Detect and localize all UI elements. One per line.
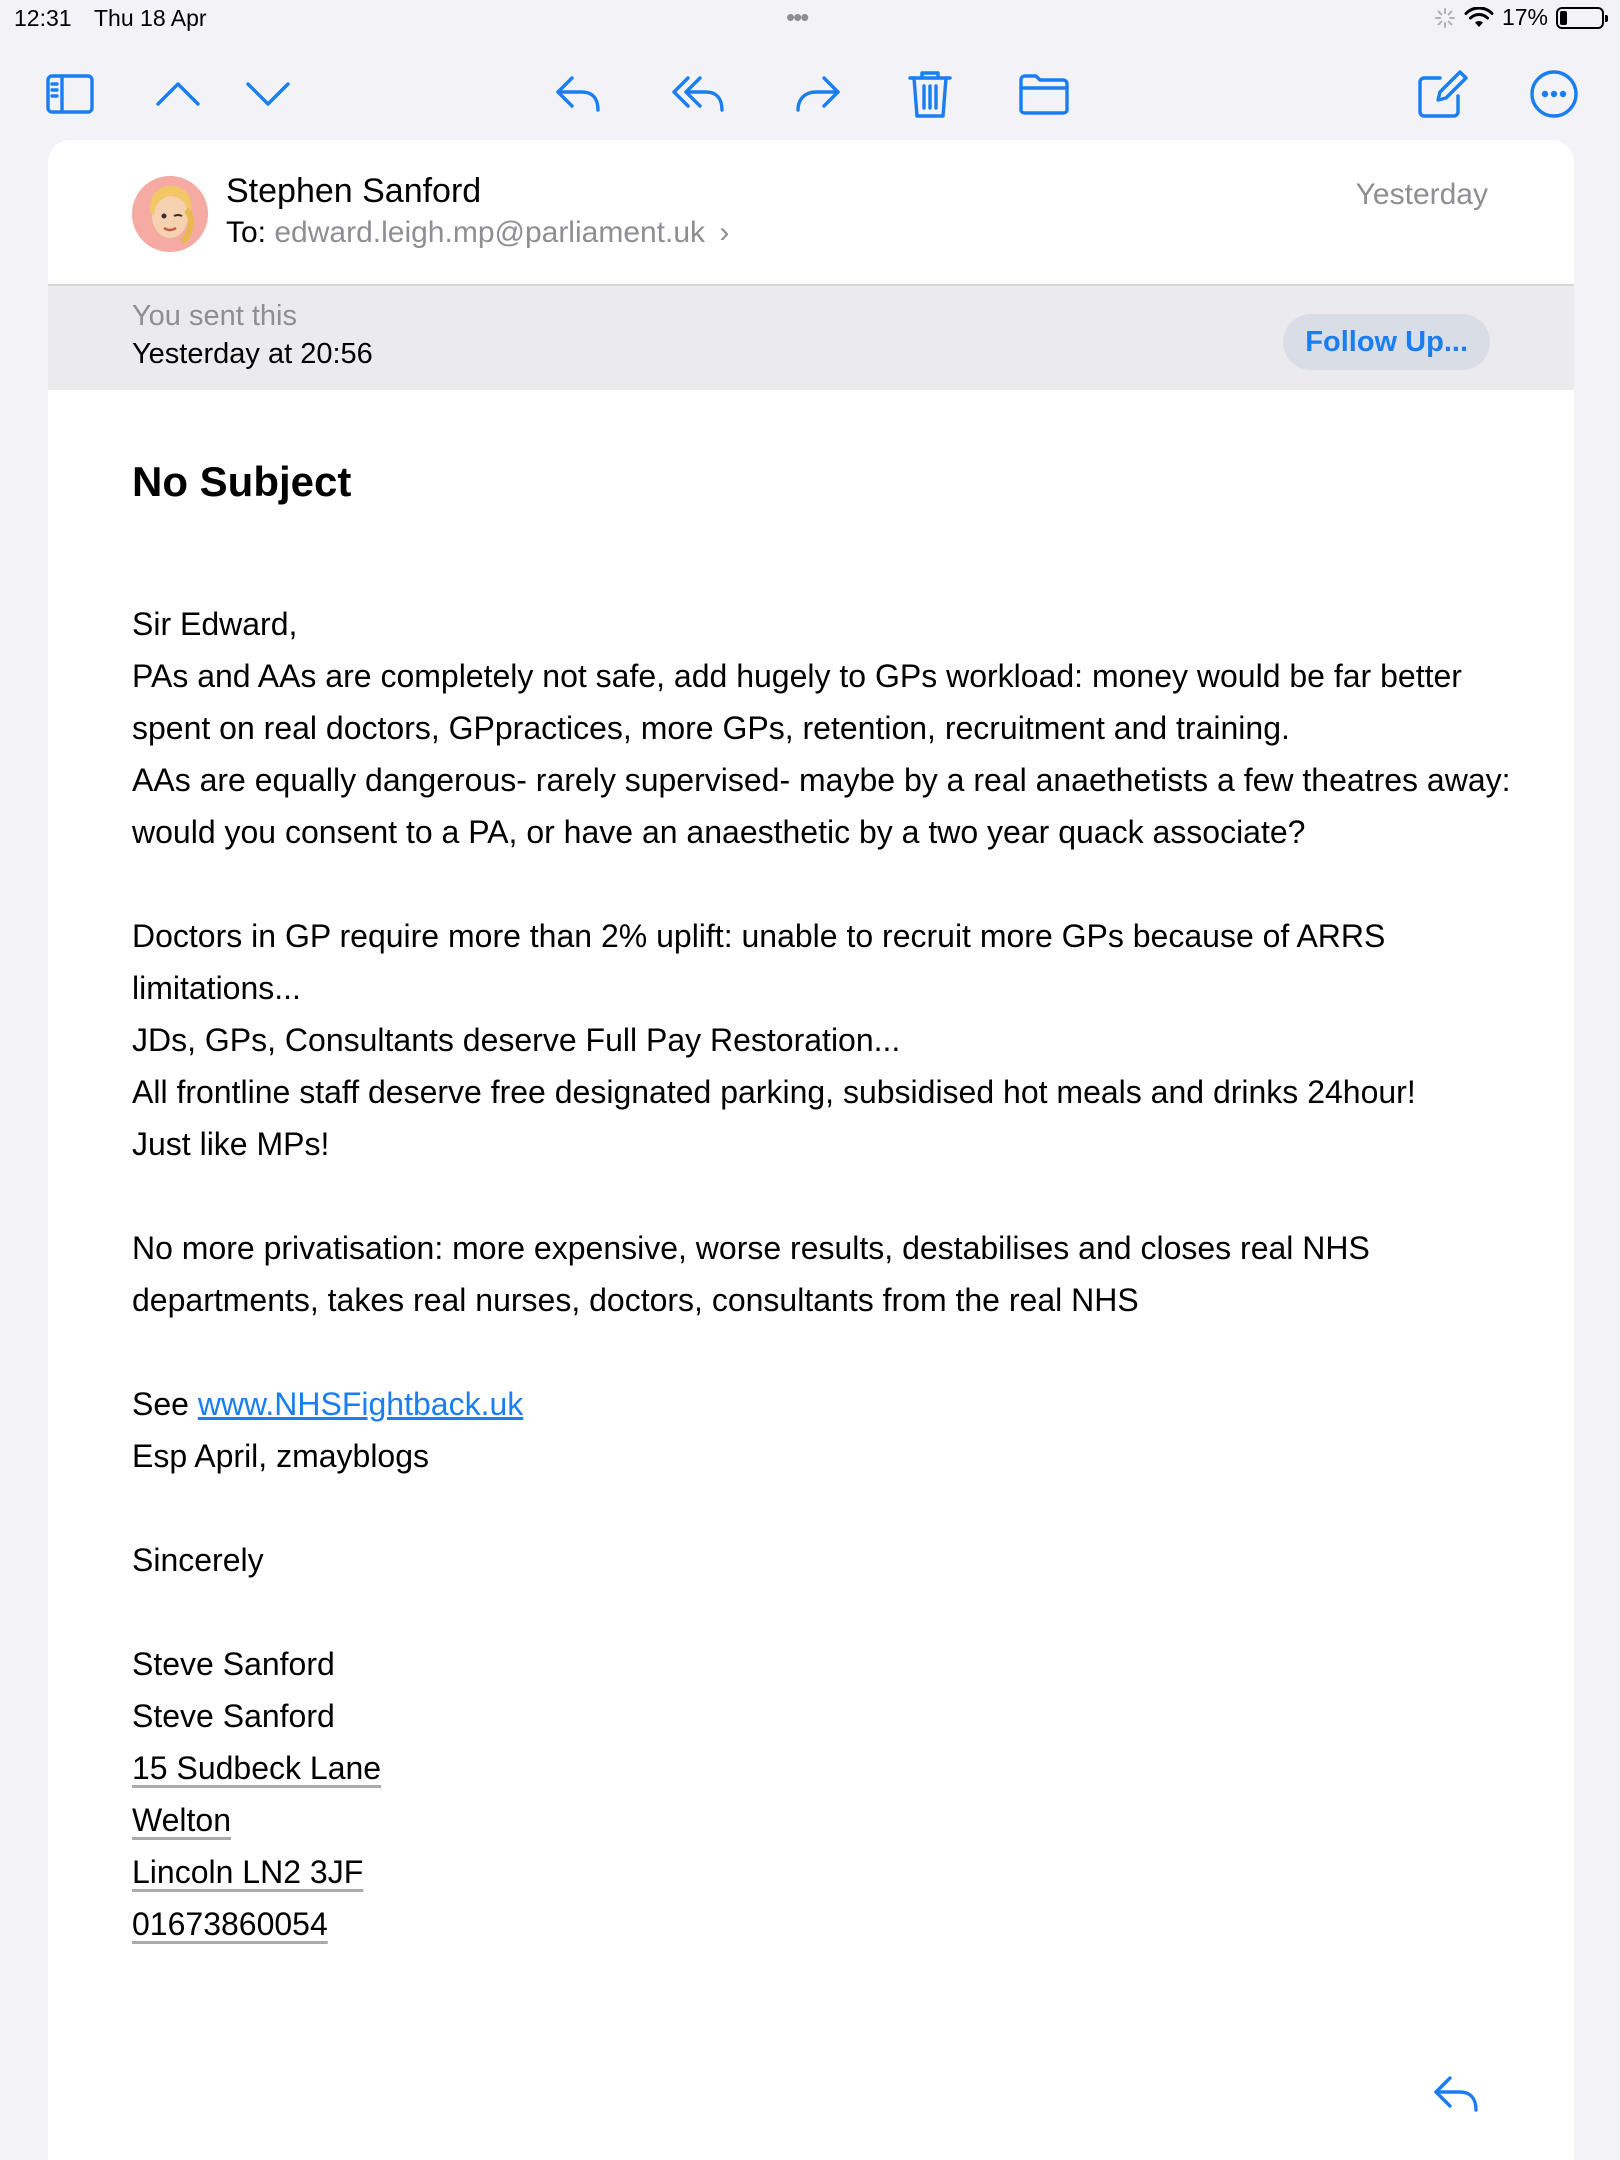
- reply-icon[interactable]: [1428, 2066, 1484, 2122]
- signature-address-line: [132, 1846, 1512, 1898]
- status-time: 12:31: [14, 5, 72, 31]
- folder-icon[interactable]: [1012, 62, 1076, 126]
- chevron-down-icon[interactable]: [236, 62, 300, 126]
- body-paragraph: Just like MPs!: [132, 1126, 330, 1162]
- greeting: Sir Edward,: [132, 606, 298, 642]
- battery-percent: 17%: [1501, 4, 1548, 30]
- signature-phone-line: [132, 1898, 1512, 1950]
- see-prefix: See: [132, 1386, 198, 1422]
- memoji-avatar-icon: [132, 176, 208, 252]
- chevron-right-icon[interactable]: ›: [719, 216, 730, 249]
- status-date: Thu 18 Apr: [94, 5, 207, 31]
- forward-icon[interactable]: [786, 62, 850, 126]
- reply-icon[interactable]: [546, 62, 610, 126]
- body-paragraph: Doctors in GP require more than 2% uplift: unable to recruit more GPs because of ARRS limitations...: [132, 918, 1386, 1006]
- message-date: Yesterday: [1355, 178, 1488, 211]
- address-link[interactable]: Lincoln LN2 3JF: [132, 1854, 364, 1890]
- to-label: To:: [226, 216, 267, 249]
- sent-label: You sent this: [132, 300, 297, 332]
- reply-all-icon[interactable]: [666, 62, 730, 126]
- signature-name: Steve Sanford: [132, 1646, 335, 1682]
- address-link[interactable]: Welton: [132, 1802, 232, 1838]
- closing: Sincerely: [132, 1542, 264, 1578]
- battery-fill: [1560, 11, 1567, 25]
- body-paragraph: Esp April, zmayblogs: [132, 1438, 430, 1474]
- signature-address-line: [132, 1794, 1512, 1846]
- message-subject: No Subject: [132, 458, 352, 505]
- recipient-address[interactable]: edward.leigh.mp@parliament.uk: [274, 216, 706, 249]
- body-paragraph: JDs, GPs, Consultants deserve Full Pay Restoration...: [132, 1022, 901, 1058]
- battery-icon: [1556, 7, 1604, 29]
- signature-name: Steve Sanford: [132, 1698, 335, 1734]
- body-paragraph: PAs and AAs are completely not safe, add hugely to GPs workload: money would be far better spent on real doctors, GPpractices, more GPs, retention, recruitment and training.: [132, 658, 1462, 746]
- multitasking-dots-icon[interactable]: •••: [786, 2, 808, 32]
- sent-time: Yesterday at 20:56: [132, 338, 373, 370]
- message-header: [48, 140, 1574, 286]
- message-card: [48, 140, 1574, 2160]
- avatar[interactable]: [132, 176, 208, 252]
- nhs-fightback-link[interactable]: www.NHSFightback.uk: [197, 1386, 524, 1422]
- address-link[interactable]: 15 Sudbeck Lane: [132, 1750, 382, 1786]
- activity-spinner-icon: [1434, 7, 1456, 29]
- trash-icon[interactable]: [898, 62, 962, 126]
- wifi-icon: [1464, 7, 1494, 29]
- signature-address-line: [132, 1742, 1512, 1794]
- more-icon[interactable]: [1522, 62, 1586, 126]
- compose-icon[interactable]: [1410, 62, 1474, 126]
- message-body: [132, 598, 1512, 1950]
- phone-link[interactable]: 01673860054: [132, 1906, 328, 1942]
- sender-name[interactable]: Stephen Sanford: [226, 172, 482, 210]
- sent-info-bar: [48, 286, 1574, 390]
- status-indicators: [1434, 4, 1604, 31]
- body-paragraph: No more privatisation: more expensive, worse results, destabilises and closes real NHS departments, takes real nurses, doctors, consultants from the real NHS: [132, 1230, 1370, 1318]
- chevron-up-icon[interactable]: [146, 62, 210, 126]
- body-paragraph: All frontline staff deserve free designated parking, subsidised hot meals and drinks 24hour!: [132, 1074, 1416, 1110]
- sidebar-icon[interactable]: [38, 62, 102, 126]
- recipient-line[interactable]: [226, 216, 729, 250]
- status-bar: [0, 0, 1620, 40]
- body-paragraph: AAs are equally dangerous- rarely supervised- maybe by a real anaethetists a few theatres away: would you consent to a PA, or have an anaesthetic by a two year quack associate?: [132, 762, 1511, 850]
- follow-up-button[interactable]: Follow Up...: [1283, 314, 1490, 370]
- see-line: [132, 1378, 1512, 1430]
- toolbar: [0, 52, 1620, 132]
